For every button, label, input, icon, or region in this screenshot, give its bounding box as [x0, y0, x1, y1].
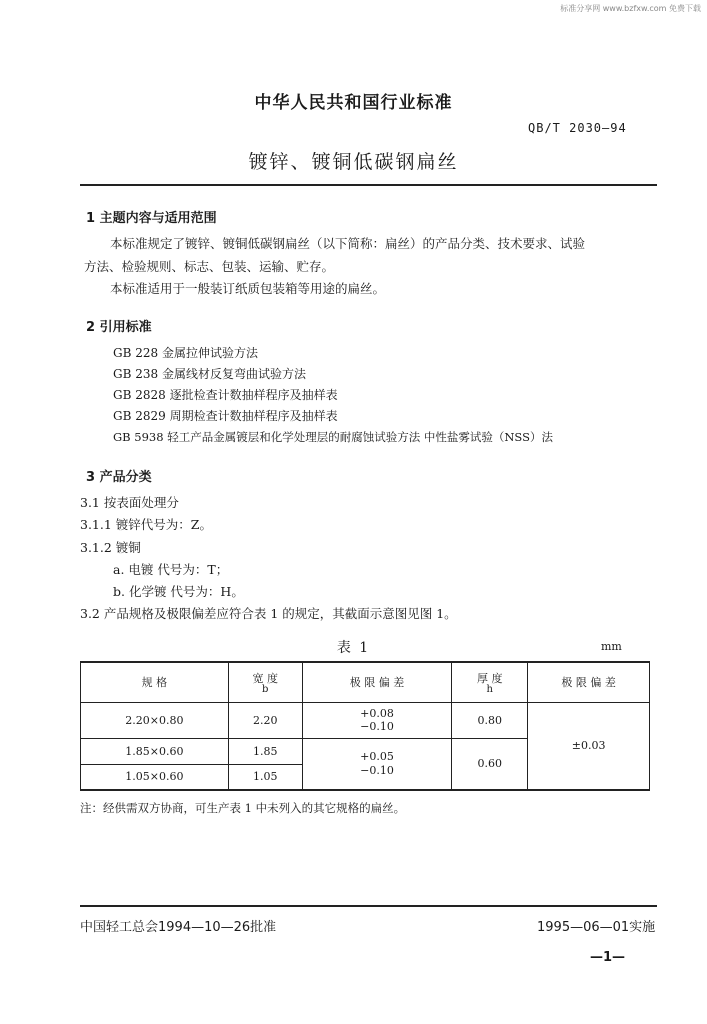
header-spec: 规 格 — [81, 662, 229, 702]
table-caption: 表 1 — [336, 640, 371, 656]
cell-width: 2.20 — [228, 702, 302, 738]
approval-date: 中国轻工总会1994—10—26批准 — [80, 920, 277, 935]
section-1-para-1-line-1: 本标准规定了镀锌、镀铜低碳钢扁丝（以下简称：扁丝）的产品分类、技术要求、试验 — [110, 236, 586, 251]
ref-item: GB 2828 逐批检查计数抽样程序及抽样表 — [113, 388, 338, 402]
header-thickness: 厚 度 h — [452, 662, 528, 702]
section-3-heading: 3 产品分类 — [86, 470, 152, 485]
watermark-text: 标准分享网 www.bzfxw.com 免费下载 — [560, 4, 701, 13]
clause-3-1-2: 3.1.2 镀铜 — [80, 540, 141, 555]
clause-3-1-2-a: a. 电镀 代号为：T； — [113, 562, 229, 577]
cell-width-deviation: +0.05 −0.10 — [302, 738, 452, 790]
table-note: 注：经供需双方协商，可生产表 1 中未列入的其它规格的扁丝。 — [80, 801, 406, 815]
effective-date: 1995—06—01实施 — [537, 920, 656, 935]
clause-3-1-1: 3.1.1 镀锌代号为：Z。 — [80, 517, 212, 532]
ref-item: GB 238 金属线材反复弯曲试验方法 — [113, 367, 306, 381]
cell-spec: 1.05×0.60 — [81, 764, 229, 790]
section-1-heading: 1 主题内容与适用范围 — [86, 211, 217, 226]
section-2-heading: 2 引用标准 — [86, 320, 152, 335]
ref-item: GB 228 金属拉伸试验方法 — [113, 346, 258, 360]
standard-number: QB/T 2030—94 — [528, 121, 627, 135]
cell-width: 1.05 — [228, 764, 302, 790]
title-rule — [80, 184, 657, 186]
table-unit: mm — [601, 640, 622, 653]
cell-thickness-deviation: ±0.03 — [528, 702, 650, 790]
issuing-org-title: 中华人民共和国行业标准 — [254, 93, 453, 113]
header-width: 宽 度 b — [228, 662, 302, 702]
cell-thickness: 0.60 — [452, 738, 528, 790]
table-1 — [80, 661, 650, 791]
section-1-para-1-line-2: 方法、检验规则、标志、包装、运输、贮存。 — [84, 259, 335, 274]
section-1-para-2: 本标准适用于一般装订纸质包装箱等用途的扁丝。 — [110, 281, 386, 296]
cell-width: 1.85 — [228, 738, 302, 764]
table-row — [81, 702, 650, 738]
ref-item: GB 2829 周期检查计数抽样程序及抽样表 — [113, 409, 338, 423]
clause-3-2: 3.2 产品规格及极限偏差应符合表 1 的规定，其截面示意图见图 1。 — [80, 606, 457, 621]
header-thickness-deviation: 极 限 偏 差 — [528, 662, 650, 702]
cell-width-deviation: +0.08 −0.10 — [302, 702, 452, 738]
footer-rule — [80, 905, 657, 907]
cell-thickness: 0.80 — [452, 702, 528, 738]
page-number: —1— — [590, 950, 626, 965]
cell-spec: 2.20×0.80 — [81, 702, 229, 738]
document-title: 镀锌、镀铜低碳钢扁丝 — [248, 151, 459, 173]
clause-3-1-2-b: b. 化学镀 代号为：H。 — [113, 584, 244, 599]
clause-3-1: 3.1 按表面处理分 — [80, 495, 179, 510]
cell-spec: 1.85×0.60 — [81, 738, 229, 764]
ref-item: GB 5938 轻工产品金属镀层和化学处理层的耐腐蚀试验方法 中性盐雾试验（NSS）法 — [113, 430, 553, 444]
header-width-deviation: 极 限 偏 差 — [302, 662, 452, 702]
